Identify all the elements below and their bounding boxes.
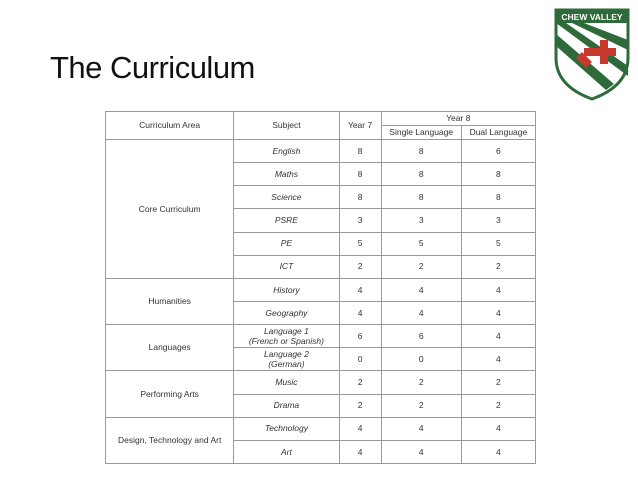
single-language-cell: 8 — [381, 140, 461, 163]
dual-language-cell: 6 — [461, 140, 535, 163]
dual-language-cell: 8 — [461, 186, 535, 209]
single-language-cell: 6 — [381, 325, 461, 348]
subject-cell: Drama — [234, 394, 339, 417]
table-row — [106, 278, 536, 301]
year7-cell: 2 — [339, 394, 381, 417]
dual-language-cell: 2 — [461, 371, 535, 394]
year7-cell: 4 — [339, 278, 381, 301]
table-row — [106, 140, 536, 163]
header-single-language: Single Language — [381, 126, 461, 140]
single-language-cell: 2 — [381, 394, 461, 417]
header-subject: Subject — [234, 112, 339, 140]
subject-cell: Technology — [234, 417, 339, 440]
single-language-cell: 0 — [381, 348, 461, 371]
year7-cell: 5 — [339, 232, 381, 255]
subject-cell: Art — [234, 440, 339, 463]
dual-language-cell: 4 — [461, 417, 535, 440]
year7-cell: 6 — [339, 325, 381, 348]
single-language-cell: 2 — [381, 255, 461, 278]
year7-cell: 0 — [339, 348, 381, 371]
single-language-cell: 4 — [381, 278, 461, 301]
page-title: The Curriculum — [50, 50, 255, 85]
dual-language-cell: 4 — [461, 325, 535, 348]
subject-cell: PE — [234, 232, 339, 255]
year7-cell: 4 — [339, 440, 381, 463]
dual-language-cell: 2 — [461, 394, 535, 417]
header-curriculum-area: Curriculum Area — [106, 112, 234, 140]
subject-cell — [234, 325, 339, 348]
area-cell: Performing Arts — [106, 371, 234, 417]
dual-language-cell: 4 — [461, 301, 535, 324]
year7-cell: 8 — [339, 140, 381, 163]
single-language-cell: 2 — [381, 371, 461, 394]
subject-cell: English — [234, 140, 339, 163]
single-language-cell: 5 — [381, 232, 461, 255]
year7-cell: 3 — [339, 209, 381, 232]
subject-cell: Maths — [234, 163, 339, 186]
subject-cell: History — [234, 278, 339, 301]
subject-note: (French or Spanish) — [248, 336, 324, 347]
dual-language-cell: 2 — [461, 255, 535, 278]
curriculum-table — [105, 111, 536, 464]
dual-language-cell: 4 — [461, 278, 535, 301]
svg-text:CHEW VALLEY: CHEW VALLEY — [561, 12, 623, 22]
header-year8: Year 8 — [381, 112, 535, 126]
subject-line: Language 1 — [263, 325, 309, 336]
table-row — [106, 325, 536, 348]
header-dual-language: Dual Language — [461, 126, 535, 140]
subject-cell: ICT — [234, 255, 339, 278]
area-cell: Languages — [106, 325, 234, 371]
dual-language-cell: 5 — [461, 232, 535, 255]
year7-cell: 2 — [339, 255, 381, 278]
dual-language-cell: 4 — [461, 348, 535, 371]
single-language-cell: 4 — [381, 417, 461, 440]
area-cell: Humanities — [106, 278, 234, 324]
area-cell: Design, Technology and Art — [106, 417, 234, 463]
single-language-cell: 4 — [381, 440, 461, 463]
table-row — [106, 371, 536, 394]
subject-cell: Science — [234, 186, 339, 209]
header-year7: Year 7 — [339, 112, 381, 140]
dual-language-cell: 8 — [461, 163, 535, 186]
subject-cell — [234, 348, 339, 371]
single-language-cell: 3 — [381, 209, 461, 232]
dual-language-cell: 3 — [461, 209, 535, 232]
year7-cell: 4 — [339, 417, 381, 440]
table-row — [106, 417, 536, 440]
year7-cell: 8 — [339, 186, 381, 209]
subject-cell: Music — [234, 371, 339, 394]
subject-line: Language 2 — [263, 348, 309, 359]
subject-cell: PSRE — [234, 209, 339, 232]
single-language-cell: 4 — [381, 301, 461, 324]
single-language-cell: 8 — [381, 163, 461, 186]
area-cell: Core Curriculum — [106, 140, 234, 279]
dual-language-cell: 4 — [461, 440, 535, 463]
year7-cell: 4 — [339, 301, 381, 324]
year7-cell: 2 — [339, 371, 381, 394]
single-language-cell: 8 — [381, 186, 461, 209]
school-crest-logo — [552, 6, 632, 102]
subject-cell: Geography — [234, 301, 339, 324]
year7-cell: 8 — [339, 163, 381, 186]
subject-note: (German) — [268, 359, 305, 370]
